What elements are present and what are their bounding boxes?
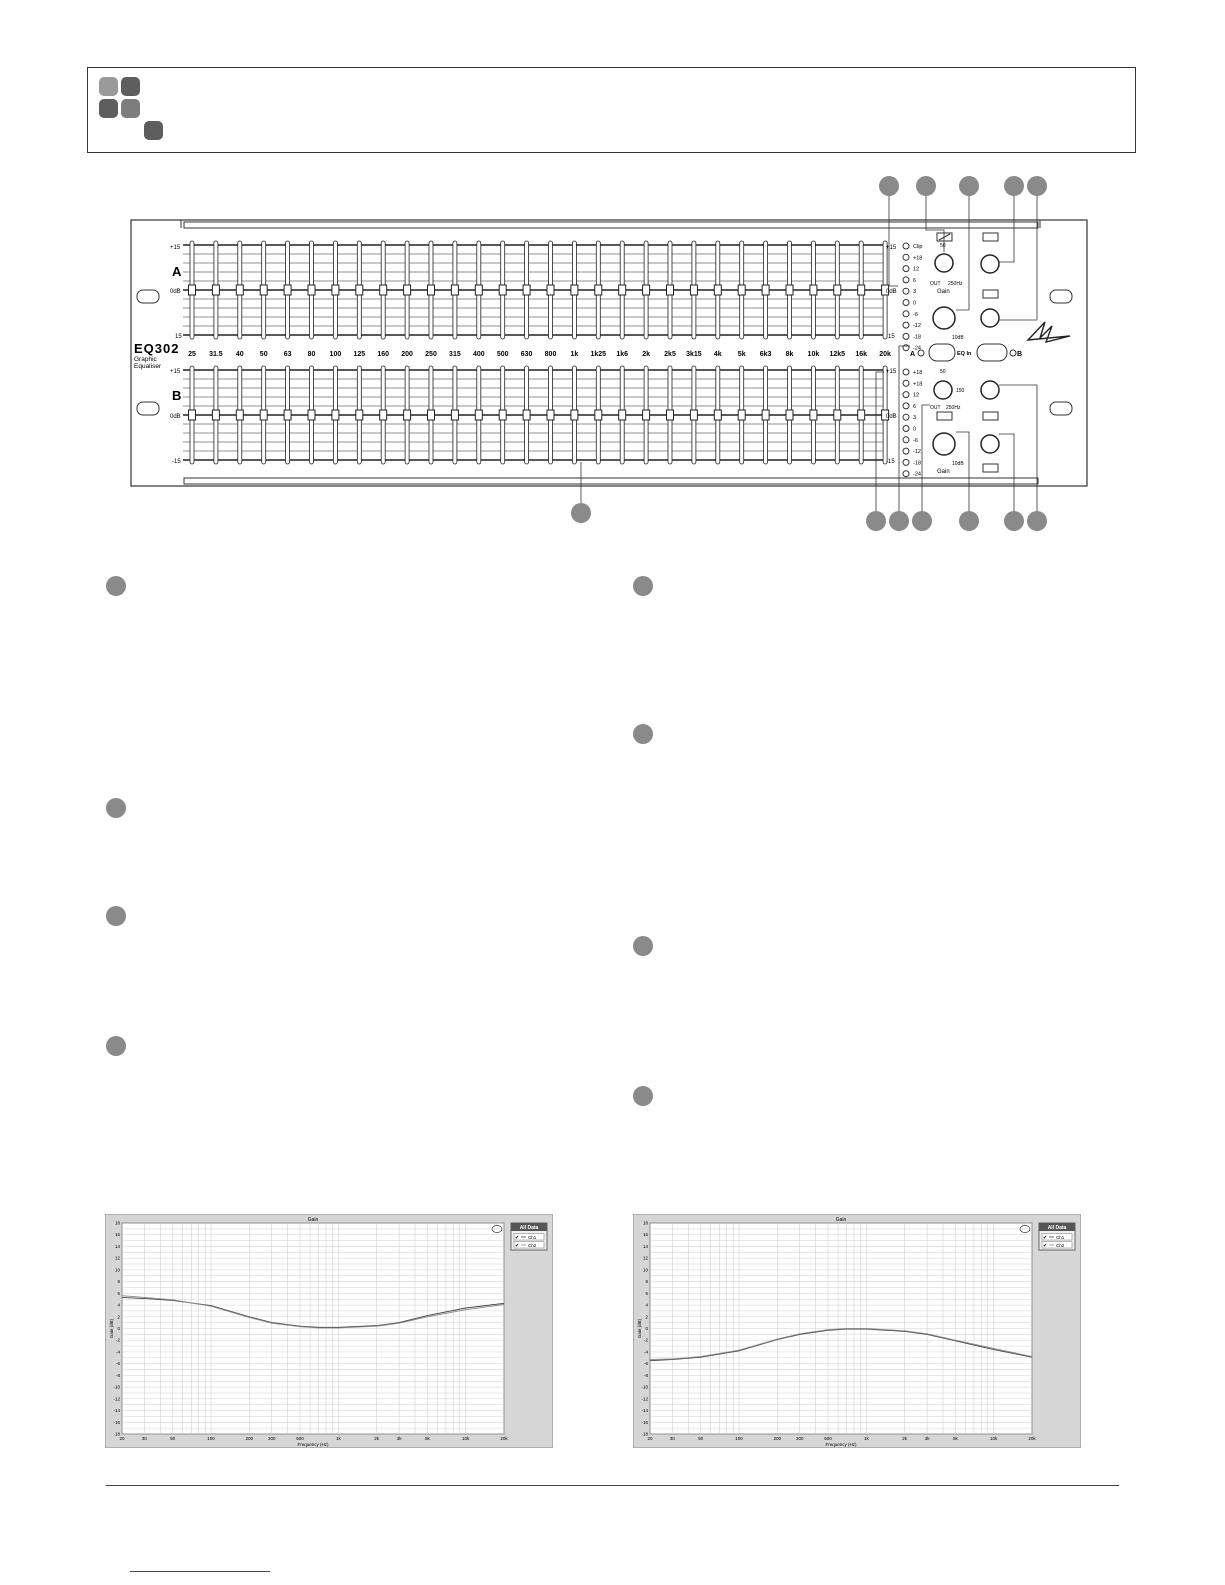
frequency-label: 400 — [472, 351, 485, 358]
hpf-out-label-a: OUT — [930, 281, 941, 287]
right-scale-mid-b: 0dB — [886, 414, 897, 420]
model-name: EQ302 — [134, 341, 180, 356]
hpf-50-label-b: 50 — [940, 369, 946, 375]
right-scale-bot-a: 15 — [888, 334, 895, 340]
frequency-label: 31.5 — [209, 351, 223, 358]
y-tick-label: -6 — [643, 1361, 648, 1367]
fader-cap[interactable] — [404, 410, 411, 420]
x-tick-label: 2k — [902, 1436, 908, 1441]
fader-cap[interactable] — [380, 285, 387, 295]
legend-label: Ch1 — [1056, 1235, 1065, 1240]
y-tick-label: 8 — [645, 1279, 648, 1285]
right-scale-top-a: +15 — [886, 245, 897, 251]
x-tick-label: 10k — [990, 1436, 998, 1441]
y-tick-label: -18 — [113, 1431, 120, 1437]
y-tick-label: -14 — [641, 1408, 648, 1414]
gain-knob-a[interactable] — [933, 307, 955, 329]
x-tick-label: 20k — [500, 1436, 508, 1441]
hpf-250-label-a: 250Hz — [948, 281, 963, 287]
fader-cap[interactable] — [475, 285, 482, 295]
frequency-label: 63 — [283, 351, 292, 358]
meter-led-label: 12 — [913, 392, 920, 399]
frequency-label: 4k — [713, 351, 722, 358]
fader-cap[interactable] — [595, 410, 602, 420]
frequency-label: 500 — [496, 351, 509, 358]
hpf-250-label-b: 250Hz — [946, 405, 961, 411]
frequency-label: 8k — [785, 351, 794, 358]
scale-mid-b: 0dB — [170, 414, 181, 420]
meter-led-label: -6 — [913, 311, 918, 318]
fader-cap[interactable] — [786, 285, 793, 295]
meter-led-label: +18 — [913, 255, 923, 262]
section-bullet-4 — [106, 1036, 126, 1056]
y-axis-label: Gain (dB) — [109, 1318, 114, 1339]
gain-graph-2 — [633, 1214, 1081, 1448]
meter-led-label: +18 — [913, 381, 923, 388]
y-tick-label: 18 — [114, 1220, 120, 1226]
y-tick-label: -4 — [115, 1349, 120, 1355]
y-tick-label: -16 — [113, 1419, 120, 1425]
x-tick-label: 50 — [698, 1436, 704, 1441]
fader-cap[interactable] — [810, 285, 817, 295]
frequency-label: 100 — [329, 351, 342, 358]
meter-led-label: 0 — [913, 426, 917, 433]
x-tick-label: 500 — [824, 1436, 832, 1441]
eq-b-label: B — [1017, 351, 1023, 358]
device-front-panel — [0, 0, 1225, 560]
legend-label: Ch2 — [528, 1243, 537, 1248]
fader-cap[interactable] — [643, 410, 650, 420]
y-tick-label: 10 — [642, 1267, 648, 1273]
fader-cap[interactable] — [786, 410, 793, 420]
fader-cap[interactable] — [571, 410, 578, 420]
x-tick-label: 300 — [267, 1436, 276, 1441]
hpf-50-label-a: 50 — [940, 243, 946, 249]
y-tick-label: -10 — [113, 1384, 120, 1390]
callout-bottom-5 — [1004, 511, 1024, 531]
x-tick-label: 20k — [1028, 1436, 1036, 1441]
channel-a-label: A — [172, 264, 182, 279]
fader-cap[interactable] — [738, 410, 745, 420]
gain-label-b: Gain — [937, 469, 950, 475]
frequency-label: 2k5 — [664, 351, 676, 358]
fader-cap[interactable] — [308, 285, 315, 295]
callout-bottom-2 — [889, 511, 909, 531]
meter-led-label: -6 — [913, 437, 918, 444]
fader-cap[interactable] — [236, 285, 243, 295]
fader-cap[interactable] — [810, 410, 817, 420]
meter-led-label: 3 — [913, 415, 917, 422]
hpf-knob-a[interactable] — [935, 254, 953, 272]
frequency-label: 125 — [353, 351, 366, 358]
y-tick-label: 18 — [642, 1220, 648, 1226]
fader-cap[interactable] — [428, 410, 435, 420]
fader-cap[interactable] — [260, 410, 267, 420]
hpf-150-label-b: 150 — [956, 388, 965, 394]
callout-top-3 — [959, 176, 979, 196]
fader-cap[interactable] — [690, 285, 697, 295]
legend-header: All Data — [519, 1225, 539, 1231]
x-tick-label: 100 — [735, 1436, 743, 1441]
low-knob-b[interactable] — [981, 381, 999, 399]
section-bullet-5 — [633, 576, 653, 596]
y-tick-label: 8 — [117, 1279, 120, 1285]
frequency-label: 5k — [737, 351, 746, 358]
frequency-label: 2k — [642, 351, 650, 358]
callout-bottom-4 — [959, 511, 979, 531]
x-tick-label: 100 — [207, 1436, 215, 1441]
y-tick-label: 2 — [117, 1314, 120, 1320]
fader-cap[interactable] — [284, 285, 291, 295]
fader-cap[interactable] — [332, 285, 339, 295]
meter-led-label: 0 — [913, 300, 917, 307]
fader-cap[interactable] — [332, 410, 339, 420]
y-tick-label: -8 — [643, 1372, 648, 1378]
graph-title: Gain — [307, 1217, 319, 1223]
scale-mid-a: 0dB — [170, 289, 181, 295]
y-tick-label: 4 — [645, 1302, 648, 1308]
eq-a-label: A — [910, 351, 916, 358]
fader-cap[interactable] — [475, 410, 482, 420]
y-tick-label: 2 — [645, 1314, 648, 1320]
fader-cap[interactable] — [356, 410, 363, 420]
fader-cap[interactable] — [690, 410, 697, 420]
frequency-label: 6k3 — [759, 351, 772, 358]
fader-cap[interactable] — [212, 285, 219, 295]
section-bullet-3 — [106, 906, 126, 926]
frequency-label: 20k — [879, 351, 891, 358]
legend-check-icon: ✔ — [1043, 1243, 1048, 1249]
frequency-label: 3k15 — [686, 351, 702, 358]
meter-led-label: -24 — [913, 345, 921, 352]
frequency-label: 630 — [520, 351, 533, 358]
scale-top-b: +15 — [170, 369, 181, 375]
scale-bot-b: -15 — [172, 459, 181, 465]
fader-cap[interactable] — [834, 410, 841, 420]
x-tick-label: 1k — [335, 1436, 341, 1441]
frequency-label: 250 — [425, 351, 437, 358]
fader-cap[interactable] — [284, 410, 291, 420]
section-bullet-6 — [633, 724, 653, 744]
high-knob-b[interactable] — [981, 435, 999, 453]
frequency-label: 315 — [449, 351, 461, 358]
fader-cap[interactable] — [547, 410, 554, 420]
callout-top-5 — [1027, 176, 1047, 196]
y-tick-label: -18 — [641, 1431, 648, 1437]
fader-cap[interactable] — [858, 285, 865, 295]
meter-led-label: Clip — [913, 244, 923, 250]
y-tick-label: 6 — [117, 1290, 120, 1296]
x-tick-label: 200 — [773, 1436, 782, 1441]
meter-led-label: -24 — [913, 471, 921, 478]
y-tick-label: -6 — [115, 1361, 120, 1367]
fader-cap[interactable] — [380, 410, 387, 420]
x-tick-label: 30 — [669, 1436, 675, 1441]
y-tick-label: 14 — [114, 1243, 120, 1249]
fader-cap[interactable] — [356, 285, 363, 295]
hpf-out-label-b: OUT — [930, 405, 941, 411]
legend-label: Ch2 — [1056, 1243, 1065, 1248]
fader-cap[interactable] — [212, 410, 219, 420]
x-tick-label: 5k — [952, 1436, 958, 1441]
meter-led-label: -12 — [913, 449, 921, 456]
y-tick-label: 14 — [642, 1243, 648, 1249]
right-scale-mid-a: 0dB — [886, 289, 897, 295]
x-tick-label: 1k — [863, 1436, 869, 1441]
x-tick-label: 3k — [924, 1436, 930, 1441]
fader-cap[interactable] — [236, 410, 243, 420]
callout-top-4 — [1004, 176, 1024, 196]
legend-header: All Data — [1047, 1225, 1067, 1231]
gain-graph-1 — [105, 1214, 553, 1448]
x-tick-label: 50 — [170, 1436, 176, 1441]
frequency-label: 160 — [377, 351, 390, 358]
x-tick-label: 5k — [424, 1436, 430, 1441]
low-knob-a[interactable] — [981, 255, 999, 273]
fader-cap[interactable] — [714, 285, 721, 295]
fader-cap[interactable] — [499, 410, 506, 420]
channel-b-label: B — [172, 388, 182, 403]
y-tick-label: 16 — [642, 1232, 648, 1238]
x-tick-label: 30 — [141, 1436, 147, 1441]
y-tick-label: 0 — [117, 1326, 120, 1331]
x-axis-label: Frequency (Hz) — [825, 1442, 857, 1447]
meter-led-label: -12 — [913, 323, 921, 330]
fader-cap[interactable] — [667, 285, 674, 295]
eq-in-label: EQ In — [957, 351, 972, 357]
callout-bottom-1 — [866, 511, 886, 531]
fader-cap[interactable] — [571, 285, 578, 295]
fader-cap[interactable] — [499, 285, 506, 295]
gain-knob-b[interactable] — [933, 433, 955, 455]
scale-bot-a: 15 — [175, 334, 182, 340]
meter-led-label: 12 — [913, 266, 920, 273]
fader-cap[interactable] — [547, 285, 554, 295]
fader-cap[interactable] — [643, 285, 650, 295]
frequency-label: 10k — [807, 351, 820, 358]
fader-cap[interactable] — [834, 285, 841, 295]
frequency-label: 25 — [188, 351, 196, 358]
frequency-label: 50 — [259, 351, 268, 358]
model-subtitle-2: Equaliser — [134, 363, 162, 370]
y-tick-label: -14 — [113, 1408, 120, 1414]
callout-fader — [571, 503, 591, 523]
y-tick-label: -8 — [115, 1372, 120, 1378]
fader-cap[interactable] — [189, 285, 196, 295]
meter-led-label: +18 — [913, 370, 923, 376]
meter-led-label: 6 — [913, 403, 917, 410]
section-bullet-2 — [106, 798, 126, 818]
x-tick-label: 3k — [396, 1436, 402, 1441]
frequency-label: 40 — [235, 351, 244, 358]
right-scale-top-b: +15 — [886, 369, 897, 375]
frequency-label: 1k — [570, 351, 579, 358]
y-tick-label: 4 — [117, 1302, 120, 1308]
x-tick-label: 200 — [245, 1436, 254, 1441]
frequency-label: 16k — [855, 351, 868, 358]
y-tick-label: -12 — [641, 1396, 648, 1402]
section-bullet-8 — [633, 1086, 653, 1106]
y-tick-label: 6 — [645, 1290, 648, 1296]
fader-cap[interactable] — [404, 285, 411, 295]
fader-cap[interactable] — [523, 285, 530, 295]
fader-cap[interactable] — [762, 410, 769, 420]
fader-cap[interactable] — [858, 410, 865, 420]
right-scale-bot-b: -15 — [886, 459, 895, 465]
fader-cap[interactable] — [619, 410, 626, 420]
high-knob-a[interactable] — [981, 309, 999, 327]
fader-cap[interactable] — [451, 410, 458, 420]
x-axis-label: Frequency (Hz) — [297, 1442, 329, 1447]
footer-link-underline — [130, 1571, 270, 1572]
callout-bottom-6 — [1027, 511, 1047, 531]
y-tick-label: 0 — [645, 1326, 648, 1331]
legend-label: Ch1 — [528, 1235, 537, 1240]
fader-cap[interactable] — [714, 410, 721, 420]
y-axis-label: Gain (dB) — [637, 1318, 642, 1339]
fader-cap[interactable] — [308, 410, 315, 420]
callout-top-1 — [879, 176, 899, 196]
legend-check-icon: ✔ — [1043, 1235, 1048, 1241]
meter-led-label: 6 — [913, 277, 917, 284]
y-tick-label: -16 — [641, 1419, 648, 1425]
y-tick-label: 12 — [642, 1255, 648, 1261]
x-tick-label: 20 — [119, 1436, 125, 1441]
scale-top-a: +15 — [170, 245, 181, 251]
y-tick-label: -2 — [115, 1337, 120, 1343]
section-bullet-1 — [106, 576, 126, 596]
frequency-label: 12k5 — [829, 351, 846, 358]
fader-cap[interactable] — [260, 285, 267, 295]
y-tick-label: -10 — [641, 1384, 648, 1390]
frequency-label: 1k25 — [590, 351, 607, 358]
fader-cap[interactable] — [595, 285, 602, 295]
hpf-knob-b[interactable] — [934, 381, 952, 399]
fader-cap[interactable] — [189, 410, 196, 420]
gain-max-label-a: 10dB — [952, 335, 964, 341]
gain-max-label-b: 10dB — [952, 461, 964, 467]
section-bullet-7 — [633, 936, 653, 956]
meter-led-label: 3 — [913, 289, 917, 296]
fader-cap[interactable] — [738, 285, 745, 295]
footer-rule — [106, 1485, 1119, 1486]
callout-bottom-3 — [912, 511, 932, 531]
fader-cap[interactable] — [667, 410, 674, 420]
y-tick-label: -4 — [643, 1349, 648, 1355]
x-tick-label: 20 — [647, 1436, 653, 1441]
y-tick-label: 12 — [114, 1255, 120, 1261]
y-tick-label: 16 — [114, 1232, 120, 1238]
y-tick-label: -12 — [113, 1396, 120, 1402]
fader-cap[interactable] — [451, 285, 458, 295]
y-tick-label: 10 — [114, 1267, 120, 1273]
fader-cap[interactable] — [428, 285, 435, 295]
legend-check-icon: ✔ — [515, 1235, 520, 1241]
frequency-label: 1k6 — [616, 351, 629, 358]
frequency-label: 200 — [401, 351, 413, 358]
gain-label-a: Gain — [937, 289, 950, 295]
x-tick-label: 300 — [795, 1436, 804, 1441]
fader-cap[interactable] — [762, 285, 769, 295]
x-tick-label: 2k — [374, 1436, 380, 1441]
graph-title: Gain — [835, 1217, 847, 1223]
x-tick-label: 10k — [462, 1436, 470, 1441]
x-tick-label: 500 — [296, 1436, 304, 1441]
callout-top-2 — [916, 176, 936, 196]
frequency-label: 80 — [307, 351, 316, 358]
legend-check-icon: ✔ — [515, 1243, 520, 1249]
fader-cap[interactable] — [523, 410, 530, 420]
y-tick-label: -2 — [643, 1337, 648, 1343]
meter-led-label: -18 — [913, 460, 921, 467]
model-subtitle-1: Graphic — [134, 356, 157, 363]
meter-led-label: -18 — [913, 334, 921, 341]
fader-cap[interactable] — [619, 285, 626, 295]
frequency-label: 800 — [544, 351, 557, 358]
